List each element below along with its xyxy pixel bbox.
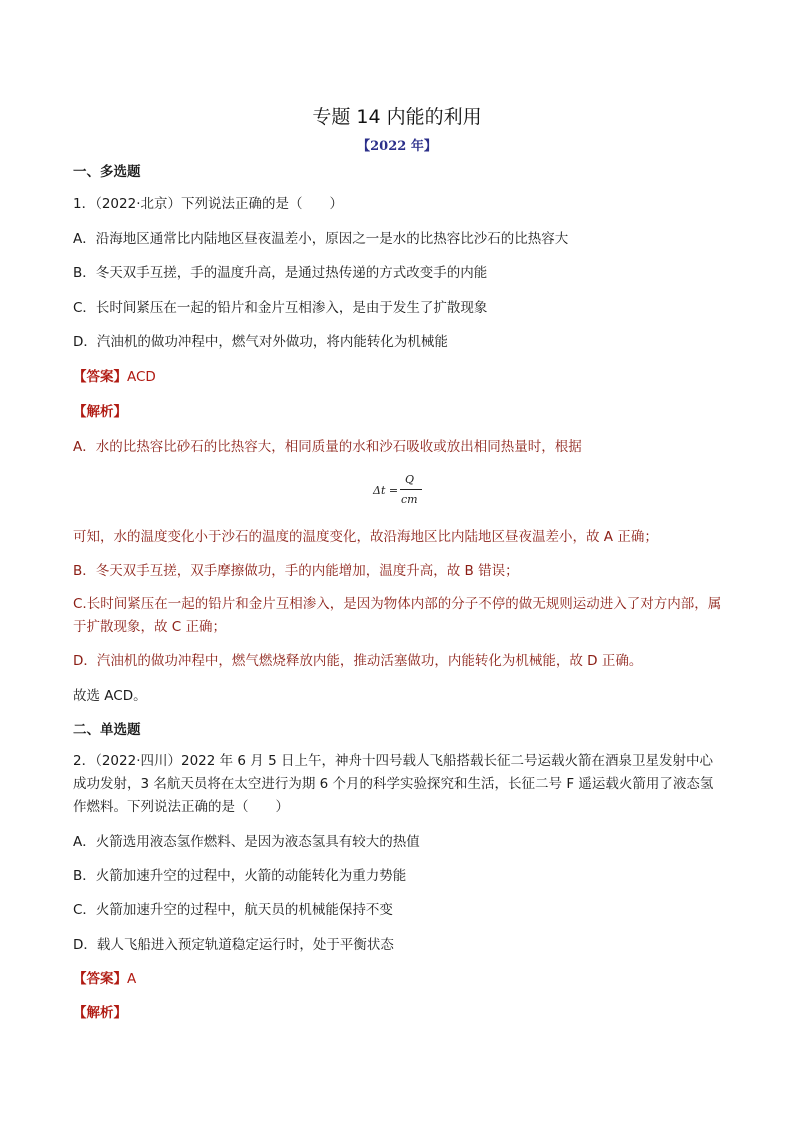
answer-value: A xyxy=(127,971,137,987)
analysis-final: 故选 ACD。 xyxy=(73,688,147,704)
analysis-line-c: C.长时间紧压在一起的铅片和金片互相渗入，是因为物体内部的分子不停的做无规则运动进入了对方内部，属于扩散现象，故 C 正确； xyxy=(73,596,722,635)
fraction-bar xyxy=(400,489,422,490)
question-1-analysis-label: 【解析】 xyxy=(73,404,127,420)
question-2-analysis-label: 【解析】 xyxy=(73,1005,127,1021)
question-1-option-d: D．汽油机的做功冲程中，燃气对外做功，将内能转化为机械能 xyxy=(73,334,448,350)
answer-value: ACD xyxy=(127,369,156,385)
question-2-stem: 2．（2022·四川）2022 年 6 月 5 日上午，神舟十四号载人飞船搭载长征二号运载火箭在酒泉卫星发射中心成功发射，3 名航天员将在太空进行为期 6 个月的科学实验探究和生活，长征二号 F 遥运载火箭用了液态氢作燃料。下列说法正确的是（ ） xyxy=(73,753,714,815)
year-tag: 【2022 年】 xyxy=(357,139,437,154)
analysis-a-conclusion: 可知，水的温度变化小于沙石的温度的温度变化，故沿海地区比内陆地区昼夜温差小，故 A 正确； xyxy=(73,529,658,545)
analysis-line-d: D．汽油机的做功冲程中，燃气燃烧释放内能，推动活塞做功，内能转化为机械能，故 D 正确。 xyxy=(73,653,643,669)
section-heading-multi-choice: 一、多选题 xyxy=(73,164,141,180)
answer-label: 【答案】 xyxy=(73,971,127,987)
formula-lhs: Δt = xyxy=(373,484,399,497)
question-2-option-c: C．火箭加速升空的过程中，航天员的机械能保持不变 xyxy=(73,902,393,918)
formula-numerator: Q xyxy=(405,473,415,486)
question-1-option-b: B．冬天双手互搓，手的温度升高，是通过热传递的方式改变手的内能 xyxy=(73,265,488,281)
question-1-option-c: C．长时间紧压在一起的铅片和金片互相渗入，是由于发生了扩散现象 xyxy=(73,300,488,316)
question-2-option-b: B．火箭加速升空的过程中，火箭的动能转化为重力势能 xyxy=(73,868,407,884)
analysis-line-b: B．冬天双手互搓，双手摩擦做功，手的内能增加，温度升高，故 B 错误； xyxy=(73,563,519,579)
formula-denominator: cm xyxy=(401,493,418,506)
question-2-answer xyxy=(73,970,136,988)
page-title: 专题 14 内能的利用 xyxy=(312,106,482,128)
delta-t-formula xyxy=(370,472,430,512)
question-1-option-a: A．沿海地区通常比内陆地区昼夜温差小，原因之一是水的比热容比沙石的比热容大 xyxy=(73,231,569,247)
answer-label: 【答案】 xyxy=(73,369,127,385)
section-heading-single-choice: 二、单选题 xyxy=(73,722,141,738)
question-1-answer xyxy=(73,368,156,386)
question-2-option-a: A．火箭选用液态氢作燃料、是因为液态氢具有较大的热值 xyxy=(73,834,420,850)
question-2-option-d: D．载人飞船进入预定轨道稳定运行时，处于平衡状态 xyxy=(73,937,394,953)
question-1-stem: 1．（2022·北京）下列说法正确的是（ ） xyxy=(73,196,343,212)
analysis-line-a: A．水的比热容比砂石的比热容大，相同质量的水和沙石吸收或放出相同热量时，根据 xyxy=(73,439,582,455)
